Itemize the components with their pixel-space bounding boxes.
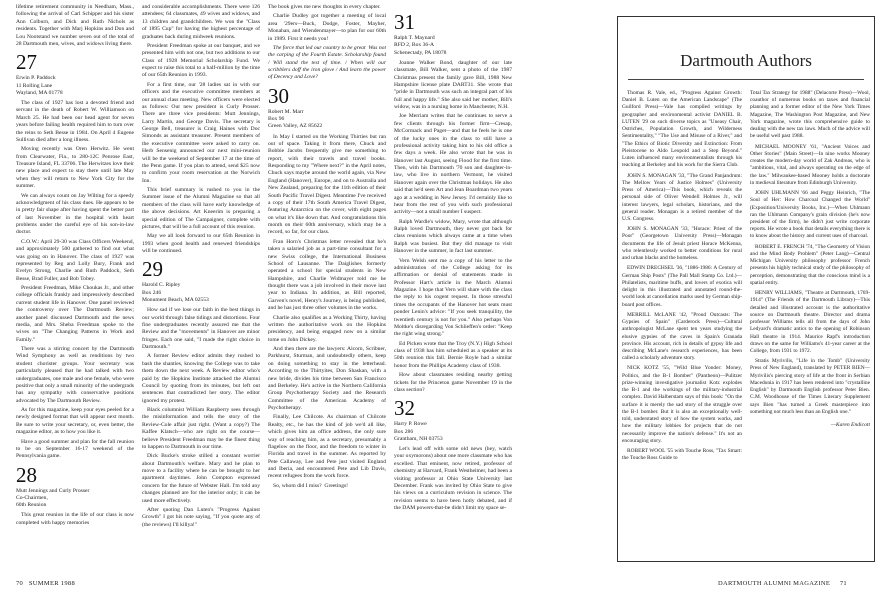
- paragraph: This brief summary is rushed to you in the Summer issue of the Alumni Magazine so that all members of the class will have early knowledge of the above decisions. Art Kneerim is preparing a special edition of The Campaigner, complete with pictures, that will be a full account of this reunion.: [142, 187, 260, 230]
- paragraph: And then there are the lawyers: Alcorn, Scribner, Parkhurst, Sturman, and undoubtedly others, keep on doing something to stay in the letterhead. According to the Thirtyites, Don Shaskan, with a new bride, divides his time between San Francisco and Berkeley. He's active in the Northern California Group Psychotherapy Society and the Research Committee of the American Academy of Psychotherapy.: [268, 346, 386, 412]
- paragraph: President Freedman spoke at our banquet, and we presented him with not one, but two additions to our Class of 1928 Memorial Scholarship Fund. We expect to raise this total to a half-million by the time of our 65th Reunion in 1993.: [142, 42, 260, 79]
- class-number-31: 31: [394, 10, 415, 34]
- class-secretary-address: Harold C. Ripley Box 246 Monument Beach, MA 02553: [142, 282, 209, 303]
- paragraph: Charlie also qualifies as a Working Thirty, having written the authoritative work on the Hopkins presidency, and being engaged now on a similar tome on John Dickey.: [268, 314, 386, 343]
- class-number-28: 28: [16, 462, 37, 487]
- class-secretary-address: Harry P. Rowe Box 286 Grantham, NH 03753: [394, 421, 443, 442]
- footer-right: [718, 580, 847, 587]
- paragraph: The class of 1927 has lost a devoted friend and servant in the death of Robert W. Williamson on March 25. He had been our head agent for seven years before failing health required him to turn over the reins to Seth Besse in 1984. On April 4 Eugene Sullivan died after a long illness.: [16, 100, 134, 143]
- column-4: [394, 4, 512, 576]
- paragraph: Fran Horn's Christmas letter revealed that he's taken a salaried job as a part-time consultant for a new Swiss college, the International Business School of Lausanne. The Daiglishes formerly operated a school for special students in New Hampshire, and Charlie Widmayer told me he thought there was a job involved in their move last year to Indiana. In addition, as Bill reported, Garven's novel, Henry's Journey, is being published, and he has just three other volumes in the works.: [268, 238, 386, 312]
- dartmouth-authors-sidebar: [617, 16, 875, 562]
- issue-label: SUMMER 1988: [28, 580, 75, 587]
- paragraph: The book gives me new thoughts in every chapter.: [268, 4, 381, 10]
- paragraph: This great reunion in the life of our class is now completed with happy memories: [16, 512, 134, 526]
- paragraph: Joanne Walker Bond, daughter of our late classmate, Bill Walker, sent a photo of the 1987 Christmas present the family gave Bill, 1988 New Hampshire license plate DART31. She wrote that "pride in Dartmouth was such an integral part of his full and happy life." She also said her mother, Bill's widow, was in a nursing home in Manchester, N.H.: [394, 59, 512, 111]
- poem: The force that led our country to be great Was not the carping of the Fourth Estate. Scholarship found / Will stand the test of time. / When will our scribblers doff the iron glove / And learn the power of Decency and Love?: [268, 44, 386, 81]
- paragraph: A former Review editor admits they rushed to bash the shanties, knowing the College was to take them down the next week. A Review editor who's paid by the Hopkins Institute attacked the Alumni Council by quoting from its minutes, but left out sentences that contradicted her story. The editor ignored my protest.: [142, 353, 260, 404]
- paragraph: After quoting Dan Luten's "Progress Against Growth" I got his note saying, "If you quote any of (the reviews) I'll killya!": [142, 506, 260, 528]
- sidebar-column-right: [750, 90, 870, 560]
- column-3: [268, 4, 386, 576]
- paragraph: Vern Welsh sent me a copy of his letter to the administration of the College asking for its affirmation or denial of statements made in Professor Hart's article in the March Alumni Magazine. I hope that Vern will share with the class the reply to his cogent request. In those stressful times the occupants of the Hanover hot seats must ponder Lenin's advice: "If you seek tranquility, the twentieth century is not for you." Also perhaps Von Moltke's disregarding Von Schlieffen's order: "Keep the right wing strong.": [394, 257, 512, 338]
- paragraph: Let's lead off with some old news (hey, watch your oxymorons) about one more classmate who has excelled. That eminent, now retired, professor of chemistry at Harvard, Frank Westheimer, had been a visiting professor at Ohio State University last December. Frank was invited by Ohio State to give his views on a curriculum revision in science. The revision seems to have been hotly debated, and if the DAM powers-that-be didn't limit my space se-: [394, 446, 512, 512]
- sidebar-signature: —Karen Endicott: [830, 422, 870, 429]
- book-review: Stratis Myrivilis, "Life in the Tomb" (University Press of New England), translated by PETER BIEN—Myrivilis's piercing story of life at the front in Serbian Macedonia in 1917 has been rendered into "crystalline English" by Dartmouth English professor Peter Bien. C.M. Woodhouse of the Times Literary Supplement says Bien "has turned a Greek masterpiece into something not much less than an English one.": [750, 358, 870, 415]
- paragraph: Have a good summer and plan for the fall reunion to be on September 16-17 weekend of the Pennsylvania game.: [16, 438, 134, 460]
- paragraph: May we all look forward to our 65th Reunion in 1993 when good health and renewed friendships will be continued.: [142, 233, 260, 254]
- paragraph: Ralph Wardle's widow, Mary, wrote that although Ralph loved Dartmouth, they never got back for class reunions which always came at a time when Ralph was busiest. But they did manage to visit Hanover in the summer, in fact last summer.: [394, 218, 512, 255]
- magazine-name: DARTMOUTH ALUMNI MAGAZINE: [718, 580, 831, 587]
- class-number-30: 30: [268, 83, 289, 108]
- book-review: JOHN S. MONAGAN '33, "Horace: Priest of the Poor" (Georgetown University Press)—Monagan documents the life of Jesuit priest Horace McKenna, who relentlessly worked to better conditions for rural and urban blacks and the homeless.: [622, 226, 742, 262]
- book-review: Total Tax Strategy for 1988" (Delacorte Press)—Wool, coauthor of numerous books on taxes and financial planning and a former editor of the New York Times Magazine, The Washington Post Magazine, and New York magazine, wrote this comprehensive guide to dealing with the new tax laws. Much of the advice will be useful well past 1988.: [750, 90, 870, 140]
- book-review: HENRY WILLIAMS, "Theatre at Dartmouth, 1769-1914" (The Friends of the Dartmouth Library)—This detailed and illustrated account is the authoritative source on Dartmouth theatre. Director and drama professor Williams tells all from the days of John Ledyard's dramatic antics to the opening of Robinson Hall theatre in 1914. Maurice Rapf's introduction draws on the same for Williams's 41-year career at the College, from 1931 to 1972.: [750, 290, 870, 354]
- class-number-29: 29: [142, 257, 163, 282]
- sidebar-column-left: [622, 90, 742, 560]
- paragraph: How about classmates residing nearby getting tickets for the Princeton game November 19 in the class section?: [394, 372, 512, 393]
- paragraph: So, whom did I miss? Greetings!: [273, 482, 349, 489]
- book-review: MICHAEL MOONEY '61, "Ancient Voices and Other Stories" (Main Street)—In nine works Mooney creates the modern-day world of Zak Andreas, who is "ambitious, vital, and always operating on the edge of the law." Milwaukee-based Mooney holds a doctorate in medieval literature from Edinburgh University.: [750, 143, 870, 186]
- paragraph: Finally, Lee Chilcote. As chairman of Chilcote Realty, etc., he has the kind of job we'd all like, which gives him an office address, the only sure way of reaching him, as a secretary, presumably a flagelow on the floor, and the freedom to winter in Florida and travel in the summer. As reported by Pete Callaway, Lee and Pete just visited England and Iberia, and encountered Pete and Lib Davis, recent refugees from the work force.: [268, 414, 386, 480]
- column-2: [142, 4, 260, 576]
- paragraph: For a first time, our '28 ladies sat in with our officers and the executive committee members at our annual class meeting. New officers were elected as follows: Our new president is Curly Prosser. There are three vice presidents: Mutt Jennings, Larry Martin, and George Davis. The secretary is George Bell, treasurer is Craig Haines with Doc Simonds as assistant treasurer. Present members of the executive committee were asked to carry on. Herb Sensenig announced our next mini-reunion will be the weekend of September 17 at the time of the Penn game. If you plan to attend, send $25 now to confirm your room reservation at the Norwich Inn.: [142, 81, 260, 184]
- column-1: [16, 4, 134, 576]
- sidebar-columns: [622, 90, 870, 560]
- paragraph: C.O.W.: April 29-30 was Class Officers Weekend, and approximately 500 gathered to find out what was going on in Hanover. The class of 1927 was represented by Reg and Lolly Bury, Frank and Evelyn Strong, Charlie and Ruth Paddock, Seth Besse, Brad Fuller, and Bob Tobey.: [16, 238, 134, 282]
- book-review: JOHN S. MONAGAN '33, "The Grand Panjandrum: The Mellow Years of Justice Holmes" (University Press of America)—This book, which reveals the personal side of Oliver Wendell Holmes Jr., will interest lawyers, legal scholars, historians, and the general reader. Monagan is a retired member of the U.S. Congress.: [622, 172, 742, 222]
- book-review: EDWIN DRECHSEL '36, "1886-1986: A Century of German Ship Posts" (The Pall Mall Stamp Co. Ltd.)—Philatelists, maritime buffs, and lovers of exotica will delight in this illustrated and annotated round-the-world look at cancellation marks used by German ship-board post offices.: [622, 265, 742, 308]
- book-review: JOHN UHLMANN '66 and Peggy Heinrich, "The Soul of Her: How Charcoal Changed the World" (Exposition/University Books, Inc.)—When Uhlmann ran the Uhlmann Company's grain division (he's now president of the firm), he didn't just write corporate reports. He wrote a book that details everything there is to know about the history and current uses of charcoal.: [750, 190, 870, 240]
- page-number-left: 70: [16, 580, 24, 587]
- paragraph: In May I started on the Working Thirties but ran out of space. Taking it from there, Chuck and Bobbie Jacobs frequently give me something to report, with their travels and travel books. Responding to my "Where next?" in the April notes, Chuck says maybe around the world again, via New England (Hanover), Europe, and on to Australia and New Zealand, preparing for the 11th edition of their South Pacific Travel Digest. Meantime I've received a copy of their 17th South America Travel Digest, featuring Antarctica on the cover, with eight pages on what it's like down that. And congratulations this month on their 60th anniversary, which may be a record, so far, for our class.: [268, 133, 386, 236]
- book-review: MERRILL McLANE '42, "Proud Outcasts: The Gypsies of Spain" (Carderock Press)—Cultural anthropologist McLane spent ten years studying the elusive gypsies of the caves in Spain's Granada province. His account, rich in details of gypsy life and describing McLane's research experiences, has been called a scholarly adventure story.: [622, 311, 742, 362]
- paragraph: We can always count on Jay Wilting for a speedy acknowledgment of his class dues. He appears to be in pretty fair shape after having spent the better part of last November in the hospital with heart problems under the careful eye of his son-in-law doctor.: [16, 192, 134, 236]
- book-review: NICK KOTZ '55, "Wild Blue Yonder: Money, Politics, and the B-1 Bomber" (Pantheon)—Pulitzer prize-winning investigative journalist Kotz explodes the B-1 and the workings of the military-industrial complex. David Halberstam says of this book: "On the surface it is merely the sad story of the struggle over the B-1 bomber. But it is also an exceptionally well-told, understated story of how the system works, and how the military lobbies for projects that do not necessarily improve the nation's defense." It's not an encouraging story.: [622, 365, 742, 444]
- paragraph: Charlie Dudley got together a meeting of local area '29ers—Buck, Dodge, Foster, Mayher, Monahan, and Wiendenmayer—to plan for our 60th in 1989. First it needs you!: [268, 13, 386, 42]
- class-secretary-address: Erwin P. Paddock 11 Rolling Lane Wayland, MA 01778: [16, 75, 63, 96]
- sidebar-title: Dartmouth Authors: [628, 43, 864, 80]
- paragraph: President Freedman, Mike Choukas Jr., and other college officials frankly and impressively described current student life in Hanover. One panel reviewed the controversy over The Dartmouth Review; another panel discussed Dartmouth and the news media, and Mrs. Sheba Freedman spoke to the wives on "The Changing Patterns in Work and Family.": [16, 285, 134, 343]
- paragraph: and considerable accomplishments. There were 126 attendees; 64 classmates, 49 wives and widows, and 13 children and grandchildren. We won the "Class of 1895 Cup" for having the highest percentage of graduates back during midweek reunions.: [142, 4, 260, 40]
- book-review: Thomas R. Vale, ed., "Progress Against Growth: Daniel B. Luten on the American Landscape" (The Guilford Press)—Vale has compiled writings by geographer and environmental activist DANIEL B. LUTEN '29 on such diverse topics as "Uneasy Chair, Ostriches, Population Growth, and Wilderness Sentimentality," "The Use and Misuse of a River," and "The Ethics of Biotic Diversity and Extinction: From Pleistocene to Aldo Leopold and a Step Beyond." Luten influenced many environmentalists through his teaching at Berkeley and his work for the Sierra Club.: [622, 90, 742, 169]
- paragraph: Moving recently was Oren Herwitz. He went from Clearwater, Fla., to 280-12C Penrose East, Treasure Island, FL 33706. The Herwitzes love their new place and expect to stay there until late May when they will return to New York City for the summer.: [16, 146, 134, 190]
- book-review: ROBERT WOOL '55 with Touche Ross, "Tax Smart: the Touche Ross Guide to: [622, 448, 742, 462]
- paragraph: Ed Picken wrote that the Troy (N.Y.) High School class of 1938 has him scheduled as a speaker at its 50th reunion this fall. Bernie Royle had a similar honor from the Phillips Academy class of 1938.: [394, 340, 512, 369]
- paragraph: As for this magazine, keep your eyes peeled for a newly designed format that will appear next month. Be sure to write your secretary, or, even better, the magazine editor, as to how you like it.: [16, 407, 134, 436]
- paragraph: Joe Merriam writes that he continues to serve a few clients through his former firm—Cresap, McCormack and Paget—and that he feels he is one of the lucky ones in the class to still have a professional activity taking him to his old office a few days a week. He also wrote that he was in Hanover last August, seeing Flood for the first time. Then, with his Dartmouth '70 son and daughter-in-law, who live in northern Vermont, he visited Hanover again over the Christmas holidays. He also said that he'd seen Art and Jean Boardman two years ago at a wedding in New Jersey. I'd certainly like to hear from the rest of you with such professional activity—not a small number I suspect.: [394, 113, 512, 216]
- paragraph: Dick Bucke's stroke stilled a constant worrier about Dartmouth's welfare. Mary and he plan to move to a facility where he can be brought to her apartment daytimes. John Compton expressed concern for the future of Webster Hall. I'm told any changes planned are for the interior only; it can be used more effectively.: [142, 453, 260, 504]
- class-secretary-address: Mutt Jennings and Curly Prosser Co-Chairmen, 60th Reunion: [16, 487, 90, 509]
- class-secretary-address: Robert M. Marr Box 96 Green Valley, AZ 85622: [268, 108, 323, 130]
- book-review: ROBERT E. FRENCH '74, "The Geometry of Vision and the Mind Body Problem" (Peter Lang)—Central Michigan University philosophy professor French presents his highly technical study of the philosophy of perception, demonstrating that the conscious mind is a spatial entity.: [750, 243, 870, 286]
- paragraph: There was a stirring concert by the Dartmouth Wind Symphony as well as renditions by two student chorister groups. Your secretary was particularly pleased that he had talked with two undergraduates, one male and one female, who were positive that only a small minority of the undergrads has any sympathy with conservative positions advocated by The Dartmouth Review.: [16, 346, 134, 404]
- class-note-intro: lifetime retirement community in Needham, Mass., following the arrival of Carl Schipper and his sister Ann Colburn, and Dick and Ruth Nichols as residents. Together with Marj Hopkins and Don and Lou Nootstand we number seven out of the total of 28 Dartmouth men, wives, and widows living there.: [16, 4, 134, 47]
- class-secretary-address: Ralph T. Maynard RFD 2, Box 36-A Schenectady, PA 18078: [394, 35, 447, 56]
- class-number-32: 32: [394, 396, 415, 421]
- class-number-27: 27: [16, 50, 37, 75]
- page-number-right: 71: [839, 580, 847, 587]
- footer-left: [16, 580, 75, 587]
- paragraph: How sad if we lose our faith in the best things in our world through false tidings and distortions. Four fine undergraduates recently assured me that the Review and the "movements" in Hanover are minor fringes. Each one said, "I made the right choice in Dartmouth.": [142, 307, 260, 351]
- paragraph: Black columnist William Raspberry sees through the misinformation and tells the story of the Review-Cole affair just right. (Want a copy?) The Kaffee Klatsch—who are right on the course—believe President Freedman may be the finest thing to happen to Dartmouth in our time.: [142, 407, 260, 450]
